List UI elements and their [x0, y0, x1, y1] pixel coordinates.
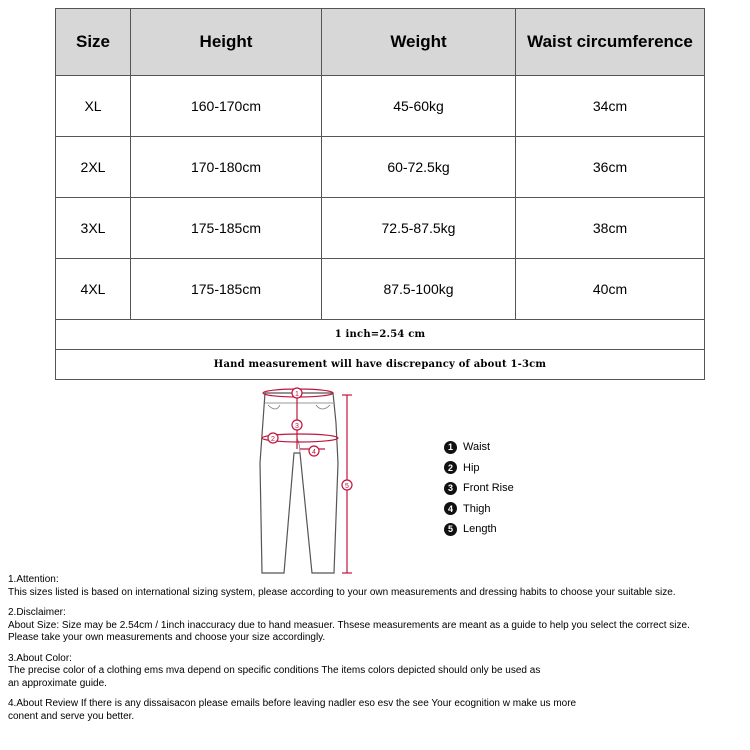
marker-waist	[292, 388, 302, 398]
legend-number-badge: 1	[444, 441, 457, 454]
svg-text:5: 5	[345, 483, 349, 490]
legend-number-badge: 3	[444, 482, 457, 495]
svg-text:3: 3	[295, 423, 299, 430]
header-weight: Weight	[322, 9, 516, 76]
note-about-review	[8, 698, 748, 723]
cell-height: 175-185cm	[131, 259, 322, 320]
note-line: conent and serve you better.	[8, 710, 135, 722]
cell-height: 170-180cm	[131, 137, 322, 198]
cell-weight: 87.5-100kg	[322, 259, 516, 320]
cell-waist: 38cm	[516, 198, 705, 259]
note-title: 2.Disclaimer:	[8, 607, 66, 618]
table-row	[56, 76, 705, 137]
note-title: 1.Attention:	[8, 574, 59, 585]
marker-hip	[268, 433, 278, 443]
pants-measurement-diagram	[250, 383, 370, 583]
cell-height: 160-170cm	[131, 76, 322, 137]
legend-item-thigh	[444, 499, 514, 520]
legend-label: Waist	[463, 441, 491, 454]
note-line: About Size: Size may be 2.54cm / 1inch inaccuracy due to hand measuer. Thsese measurements are meant as a guide to help you select the correct size.	[8, 619, 690, 631]
note-disclaimer	[8, 607, 748, 645]
legend-number-badge: 4	[444, 502, 457, 515]
note-about-color	[8, 653, 748, 691]
header-size: Size	[56, 9, 131, 76]
header-height: Height	[131, 9, 322, 76]
legend-label: Front Rise	[463, 482, 514, 495]
table-row	[56, 137, 705, 198]
header-waist: Waist circumference	[516, 9, 705, 76]
note-line: This sizes listed is based on international sizing system, please according to your own measurements and dressing habits to choose your suitable size.	[8, 586, 676, 598]
note-attention	[8, 574, 748, 599]
marker-front-rise	[292, 420, 302, 430]
svg-text:1: 1	[295, 391, 299, 398]
measurement-legend	[444, 437, 514, 540]
inch-conversion-note: 1 inch=2.54 cm	[56, 320, 705, 350]
cell-weight: 45-60kg	[322, 76, 516, 137]
note-line: The precise color of a clothing ems mva depend on specific conditions The items colors depicted should only be used as	[8, 665, 541, 676]
legend-label: Thigh	[463, 502, 491, 515]
legend-label: Hip	[463, 461, 480, 474]
notes-section	[8, 574, 748, 731]
note-line: Please take your own measurements and choose your size accordingly.	[8, 632, 326, 643]
cell-weight: 60-72.5kg	[322, 137, 516, 198]
marker-length	[342, 480, 352, 490]
cell-waist: 40cm	[516, 259, 705, 320]
table-header-row	[56, 9, 705, 76]
legend-label: Length	[463, 523, 497, 536]
size-chart-table	[55, 8, 705, 380]
pants-outline-illustration	[250, 383, 370, 583]
note-title: 3.About Color:	[8, 652, 72, 664]
cell-size: XL	[56, 76, 131, 137]
svg-text:4: 4	[312, 449, 316, 456]
discrepancy-note: Hand measurement will have discrepancy of about 1-3cm	[56, 350, 705, 380]
cell-height: 175-185cm	[131, 198, 322, 259]
table-row	[56, 198, 705, 259]
legend-item-length	[444, 519, 514, 540]
cell-size: 3XL	[56, 198, 131, 259]
cell-waist: 34cm	[516, 76, 705, 137]
cell-waist: 36cm	[516, 137, 705, 198]
cell-weight: 72.5-87.5kg	[322, 198, 516, 259]
note-title: 4.About Review If there is any dissaisacon please emails before leaving nadler eso esv the see Your ecognition w make us more	[8, 698, 577, 709]
note-line: an approximate guide.	[8, 677, 107, 689]
inch-conversion-row	[56, 320, 705, 350]
table-row	[56, 259, 705, 320]
legend-item-front-rise	[444, 478, 514, 499]
marker-thigh	[309, 446, 319, 456]
cell-size: 2XL	[56, 137, 131, 198]
legend-item-hip	[444, 458, 514, 479]
legend-number-badge: 5	[444, 523, 457, 536]
discrepancy-row	[56, 350, 705, 380]
legend-item-waist	[444, 437, 514, 458]
legend-number-badge: 2	[444, 461, 457, 474]
svg-text:2: 2	[271, 436, 275, 443]
cell-size: 4XL	[56, 259, 131, 320]
